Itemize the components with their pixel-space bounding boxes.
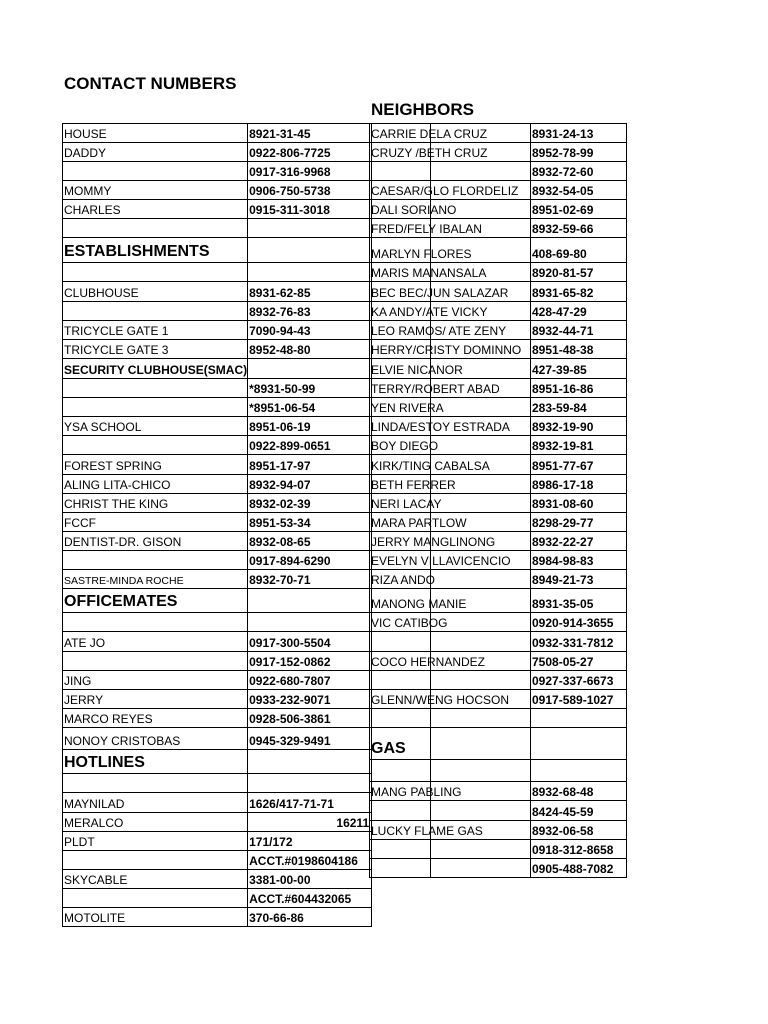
table-row xyxy=(63,870,372,889)
table-row xyxy=(63,709,372,728)
contact-name: SASTRE-MINDA ROCHE xyxy=(63,570,248,589)
contact-name: PLDT xyxy=(63,832,248,851)
contact-name: FRED/FELY IBALAN xyxy=(371,222,482,236)
name-cell xyxy=(370,282,509,302)
contact-number: 428-47-29 xyxy=(531,302,627,321)
contact-number: 370-66-86 xyxy=(248,908,372,927)
name-cell xyxy=(370,690,510,709)
contact-name: FCCF xyxy=(63,513,248,532)
contact-name: NERI LACAY xyxy=(371,497,442,511)
contact-name xyxy=(63,263,248,282)
contact-number: 8931-65-82 xyxy=(531,282,627,302)
contact-number: 8931-08-60 xyxy=(531,494,627,513)
contact-number: 8932-02-39 xyxy=(248,494,372,513)
contact-number: 8932-59-66 xyxy=(531,219,627,238)
contact-number: 0917-316-9968 xyxy=(248,162,372,181)
contact-number xyxy=(248,219,372,238)
name-cell xyxy=(370,728,431,760)
table-row xyxy=(370,475,627,494)
contact-number xyxy=(248,359,372,379)
table-row xyxy=(370,219,627,238)
contact-number: 8952-48-80 xyxy=(248,340,372,359)
table-row xyxy=(370,513,627,532)
name-cell xyxy=(370,263,487,282)
contact-number: 7090-94-43 xyxy=(248,321,372,340)
contact-number: 8932-19-90 xyxy=(531,417,627,436)
contact-name: LEO RAMOS/ ATE ZENY xyxy=(371,324,507,338)
table-row xyxy=(63,494,372,513)
contact-name: BOY DIEGO xyxy=(371,439,439,453)
contact-number: 16211 xyxy=(248,813,372,832)
contact-name xyxy=(63,379,248,398)
table-row xyxy=(370,709,627,728)
contact-number xyxy=(248,238,372,263)
contact-number: 8931-62-85 xyxy=(248,282,372,302)
spacer-cell xyxy=(431,632,531,652)
table-row xyxy=(63,671,372,690)
contact-name: DALI SORIANO xyxy=(371,203,457,217)
contact-number: 8920-81-57 xyxy=(531,263,627,282)
contact-number: 8921-31-45 xyxy=(248,124,372,143)
contact-number: 8932-70-71 xyxy=(248,570,372,589)
contact-name xyxy=(63,162,248,181)
contact-number: 8951-53-34 xyxy=(248,513,372,532)
table-row xyxy=(63,475,372,494)
name-cell xyxy=(370,840,431,859)
spacer-cell xyxy=(431,709,531,728)
contact-name: MARA PARTLOW xyxy=(371,516,467,530)
table-row xyxy=(63,532,372,551)
contact-number: ACCT.#0198604186 xyxy=(248,851,372,870)
contact-number xyxy=(531,760,627,782)
table-row xyxy=(63,813,372,832)
contact-number: 0917-152-0862 xyxy=(248,652,372,671)
contact-number: 8932-08-65 xyxy=(248,532,372,551)
table-row xyxy=(370,398,627,417)
contact-name: LINDA/ESTOY ESTRADA xyxy=(371,420,510,434)
name-cell xyxy=(370,494,442,513)
name-cell xyxy=(370,652,486,671)
table-row xyxy=(63,652,372,671)
name-cell xyxy=(370,613,448,632)
table-row xyxy=(370,417,627,436)
contact-name xyxy=(63,652,248,671)
contact-number: 283-59-84 xyxy=(531,398,627,417)
table-row xyxy=(370,181,627,200)
table-row xyxy=(63,690,372,709)
contact-number: 8932-72-60 xyxy=(531,162,627,181)
contact-number: *8951-06-54 xyxy=(248,398,372,417)
table-row xyxy=(370,652,627,671)
contact-number xyxy=(248,613,372,632)
contact-number: 1626/417-71-71 xyxy=(248,793,372,813)
table-row xyxy=(63,124,372,143)
contact-name: HOUSE xyxy=(63,124,248,143)
table-row xyxy=(63,750,372,774)
contact-name: JERRY xyxy=(63,690,248,709)
contact-number: 8952-78-99 xyxy=(531,143,627,162)
contact-name: SKYCABLE xyxy=(63,870,248,889)
contact-number: 0922-806-7725 xyxy=(248,143,372,162)
name-cell xyxy=(370,143,488,162)
contact-number: 8931-35-05 xyxy=(531,589,627,613)
table-row xyxy=(370,801,627,821)
contact-name: MOMMY xyxy=(63,181,248,200)
contact-number: 3381-00-00 xyxy=(248,870,372,889)
contact-number xyxy=(531,709,627,728)
name-cell xyxy=(370,513,467,532)
contact-number: 0928-506-3861 xyxy=(248,709,372,728)
contact-number: 8951-06-19 xyxy=(248,417,372,436)
contact-name xyxy=(63,774,248,793)
contact-name: MARCO REYES xyxy=(63,709,248,728)
table-row xyxy=(370,551,627,570)
contact-name: JERRY MANGLINONG xyxy=(371,535,496,549)
contact-number: 8932-54-05 xyxy=(531,181,627,200)
contact-number: 8984-98-83 xyxy=(531,551,627,570)
table-row xyxy=(370,340,627,359)
contact-number: 8424-45-59 xyxy=(531,801,627,821)
contact-number: 8932-44-71 xyxy=(531,321,627,340)
contact-name: FOREST SPRING xyxy=(63,455,248,475)
table-row xyxy=(63,321,372,340)
spacer-cell xyxy=(431,801,531,821)
name-cell xyxy=(370,398,444,417)
contact-number: 8951-48-38 xyxy=(531,340,627,359)
contact-name: HERRY/CRISTY DOMINNO xyxy=(371,343,522,357)
contact-number: 8951-16-86 xyxy=(531,379,627,398)
table-row xyxy=(63,889,372,908)
contact-number: 8951-77-67 xyxy=(531,455,627,475)
contact-name: MANONG MANIE xyxy=(371,597,467,611)
contact-name: COCO HERNANDEZ xyxy=(371,655,486,669)
contact-name: KIRK/TING CABALSA xyxy=(371,459,490,473)
contact-number: 0920-914-3655 xyxy=(531,613,627,632)
contact-name xyxy=(63,851,248,870)
table-row xyxy=(63,200,372,219)
spacer-cell xyxy=(431,760,531,782)
table-row xyxy=(63,613,372,632)
table-row xyxy=(63,851,372,870)
spacer-cell xyxy=(431,840,531,859)
table-row xyxy=(370,821,627,840)
contact-number: 0933-232-9071 xyxy=(248,690,372,709)
spacer-cell xyxy=(431,398,531,417)
contact-number: 8986-17-18 xyxy=(531,475,627,494)
table-row xyxy=(63,181,372,200)
table-row xyxy=(370,143,627,162)
name-cell xyxy=(370,760,431,782)
name-cell xyxy=(370,436,439,455)
table-row xyxy=(63,219,372,238)
table-row xyxy=(370,728,627,760)
contact-number xyxy=(248,750,372,774)
table-row xyxy=(370,690,627,709)
table-row xyxy=(370,302,627,321)
contact-number: 0945-329-9491 xyxy=(248,728,372,750)
contact-name: CLUBHOUSE xyxy=(63,282,248,302)
table-row xyxy=(370,782,627,801)
contact-name: YSA SCHOOL xyxy=(63,417,248,436)
contact-name: KA ANDY/ATE VICKY xyxy=(371,305,488,319)
name-cell xyxy=(370,302,488,321)
contact-name: CAESAR/GLO FLORDELIZ xyxy=(371,184,519,198)
contact-name: MOTOLITE xyxy=(63,908,248,927)
contact-number: 0918-312-8658 xyxy=(531,840,627,859)
contact-name: MERALCO xyxy=(63,813,248,832)
table-row xyxy=(63,570,372,589)
contact-name: TRICYCLE GATE 3 xyxy=(63,340,248,359)
name-cell xyxy=(370,181,519,200)
contact-number: 0922-899-0651 xyxy=(248,436,372,455)
table-row xyxy=(63,238,372,263)
contact-name: DENTIST-DR. GISON xyxy=(63,532,248,551)
table-row xyxy=(63,513,372,532)
table-row xyxy=(370,859,627,878)
contact-number: 0906-750-5738 xyxy=(248,181,372,200)
table-row xyxy=(370,436,627,455)
contact-number: 8932-19-81 xyxy=(531,436,627,455)
contact-number: 427-39-85 xyxy=(531,359,627,379)
table-row xyxy=(63,359,372,379)
name-cell xyxy=(370,340,522,359)
contact-number: 408-69-80 xyxy=(531,238,627,263)
table-row xyxy=(370,494,627,513)
contact-name: DADDY xyxy=(63,143,248,162)
table-row xyxy=(63,379,372,398)
spacer-cell xyxy=(431,494,531,513)
section-heading: OFFICEMATES xyxy=(63,589,248,613)
table-row xyxy=(63,417,372,436)
contact-name: CARRIE DELA CRUZ xyxy=(371,127,488,141)
section-heading: GAS xyxy=(371,740,406,757)
contact-name: NONOY CRISTOBAS xyxy=(63,728,248,750)
spacer-cell xyxy=(431,570,531,589)
contact-name: ATE JO xyxy=(63,632,248,652)
table-row xyxy=(63,551,372,570)
table-row xyxy=(63,143,372,162)
spacer-cell xyxy=(431,162,531,181)
contact-name: TRICYCLE GATE 1 xyxy=(63,321,248,340)
name-cell xyxy=(370,859,431,878)
contact-name: CHRIST THE KING xyxy=(63,494,248,513)
table-row xyxy=(370,570,627,589)
contact-number: 8931-24-13 xyxy=(531,124,627,143)
name-cell xyxy=(370,801,431,821)
contact-number: 7508-05-27 xyxy=(531,652,627,671)
contact-name xyxy=(63,436,248,455)
contact-name: LUCKY FLAME GAS xyxy=(371,824,483,838)
table-row xyxy=(370,589,627,613)
left-contact-table xyxy=(62,123,372,927)
table-row xyxy=(63,436,372,455)
contact-name: YEN RIVERA xyxy=(371,401,444,415)
contact-name: BETH FERRER xyxy=(371,478,456,492)
contact-name xyxy=(63,398,248,417)
contact-number: 0915-311-3018 xyxy=(248,200,372,219)
spacer-cell xyxy=(431,436,531,455)
table-row xyxy=(63,398,372,417)
contact-name: GLENN/WENG HOCSON xyxy=(371,693,510,707)
contact-name: EVELYN VILLAVICENCIO xyxy=(371,554,511,568)
contact-number: 8932-06-58 xyxy=(531,821,627,840)
contact-number: 0927-337-6673 xyxy=(531,671,627,690)
contact-number xyxy=(248,774,372,793)
contact-name: CRUZY /BETH CRUZ xyxy=(371,146,488,160)
contact-number: 8951-17-97 xyxy=(248,455,372,475)
contact-number: 8932-22-27 xyxy=(531,532,627,551)
contact-name: RIZA ANDO xyxy=(371,573,436,587)
contact-number: 8932-76-83 xyxy=(248,302,372,321)
name-cell xyxy=(370,532,496,551)
name-cell xyxy=(370,551,511,570)
contact-number: 8951-02-69 xyxy=(531,200,627,219)
name-cell xyxy=(370,124,488,143)
name-cell xyxy=(370,475,456,494)
neighbors-title: NEIGHBORS xyxy=(371,100,474,119)
contact-name xyxy=(63,219,248,238)
contact-name: ALING LITA-CHICO xyxy=(63,475,248,494)
contact-number: 0917-589-1027 xyxy=(531,690,627,709)
contact-name xyxy=(63,302,248,321)
table-row xyxy=(63,589,372,613)
name-cell xyxy=(370,709,431,728)
table-row xyxy=(370,532,627,551)
table-row xyxy=(370,282,627,302)
contact-number: 0922-680-7807 xyxy=(248,671,372,690)
table-row xyxy=(370,162,627,181)
spacer-cell xyxy=(431,728,531,760)
contact-number: 0917-300-5504 xyxy=(248,632,372,652)
spacer-cell xyxy=(431,671,531,690)
contact-number: 0932-331-7812 xyxy=(531,632,627,652)
name-cell xyxy=(370,570,436,589)
name-cell xyxy=(370,589,467,613)
table-row xyxy=(63,455,372,475)
name-cell xyxy=(370,162,431,181)
page-title: CONTACT NUMBERS xyxy=(64,74,237,93)
contact-name: MAYNILAD xyxy=(63,793,248,813)
table-row xyxy=(370,379,627,398)
contact-name: CHARLES xyxy=(63,200,248,219)
name-cell xyxy=(370,782,462,801)
contact-number: 8298-29-77 xyxy=(531,513,627,532)
contact-name: BEC BEC/JUN SALAZAR xyxy=(371,286,509,300)
table-row xyxy=(370,613,627,632)
contact-name xyxy=(63,551,248,570)
contact-number: 0917-894-6290 xyxy=(248,551,372,570)
name-cell xyxy=(370,821,483,840)
contact-name: VIC CATIBOG xyxy=(371,616,448,630)
contact-number: 8932-94-07 xyxy=(248,475,372,494)
contact-name: JING xyxy=(63,671,248,690)
contact-name: MARIS MANANSALA xyxy=(371,266,487,280)
name-cell xyxy=(370,417,510,436)
contact-number xyxy=(248,589,372,613)
table-row xyxy=(370,263,627,282)
section-heading: ESTABLISHMENTS xyxy=(63,238,248,263)
table-row xyxy=(63,793,372,813)
table-row xyxy=(370,321,627,340)
section-heading: HOTLINES xyxy=(63,750,248,774)
table-row xyxy=(370,124,627,143)
table-row xyxy=(63,774,372,793)
name-cell xyxy=(370,219,482,238)
contact-number: 8949-21-73 xyxy=(531,570,627,589)
table-row xyxy=(63,282,372,302)
contact-number xyxy=(248,263,372,282)
table-row xyxy=(370,359,627,379)
table-row xyxy=(63,632,372,652)
name-cell xyxy=(370,321,507,340)
table-row xyxy=(63,263,372,282)
table-row xyxy=(63,908,372,927)
contact-number: 0905-488-7082 xyxy=(531,859,627,878)
contact-name: MANG PABLING xyxy=(371,785,462,799)
table-row xyxy=(370,200,627,219)
neighbors-table xyxy=(369,123,627,878)
table-row xyxy=(63,832,372,851)
contact-name xyxy=(63,613,248,632)
table-row xyxy=(370,760,627,782)
contact-number: 171/172 xyxy=(248,832,372,851)
name-cell xyxy=(370,359,463,379)
table-row xyxy=(370,238,627,263)
table-row xyxy=(370,632,627,652)
contact-name: ELVIE NICANOR xyxy=(371,363,463,377)
contact-name: SECURITY CLUBHOUSE(SMAC) xyxy=(63,359,248,379)
table-row xyxy=(63,340,372,359)
table-row xyxy=(370,671,627,690)
table-row xyxy=(370,455,627,475)
spacer-cell xyxy=(431,859,531,878)
contact-name: MARLYN FLORES xyxy=(371,247,472,261)
name-cell xyxy=(370,632,431,652)
name-cell xyxy=(370,671,431,690)
table-row xyxy=(63,728,372,750)
table-row xyxy=(370,840,627,859)
contact-name: TERRY/ROBERT ABAD xyxy=(371,382,500,396)
contact-number xyxy=(531,728,627,760)
name-cell xyxy=(370,200,457,219)
contact-number: ACCT.#604432065 xyxy=(248,889,372,908)
contact-number: 8932-68-48 xyxy=(531,782,627,801)
table-row xyxy=(63,162,372,181)
name-cell xyxy=(370,238,472,263)
contact-name xyxy=(63,889,248,908)
name-cell xyxy=(370,379,500,398)
table-row xyxy=(63,302,372,321)
contact-number: *8931-50-99 xyxy=(248,379,372,398)
name-cell xyxy=(370,455,490,475)
